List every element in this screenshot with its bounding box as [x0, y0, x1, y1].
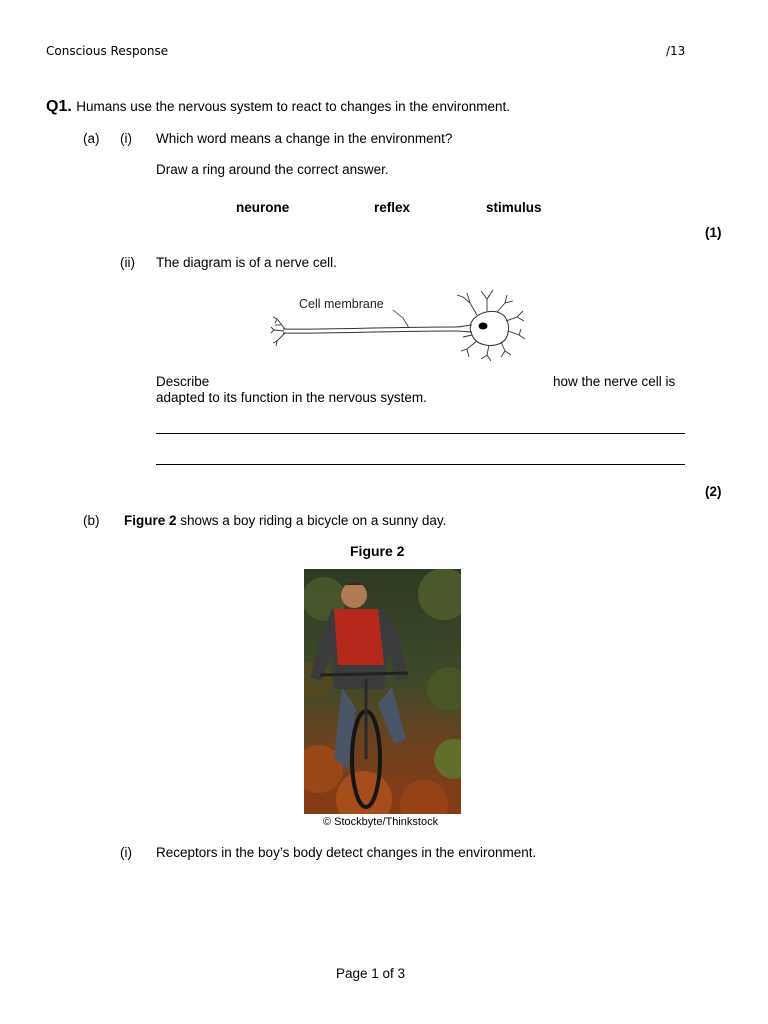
nerve-cell-diagram	[265, 285, 527, 363]
nucleus	[479, 323, 488, 330]
question-b-i: Receptors in the boy’s body detect changes in the environment.	[156, 845, 537, 860]
question-number: Q1.	[46, 98, 72, 115]
question-a-i: Which word means a change in the environment?	[156, 131, 453, 146]
q1-intro-row	[46, 98, 510, 116]
cell-membrane-label: Cell membrane	[299, 297, 384, 311]
part-b-text	[124, 513, 446, 528]
part-b-label: (b)	[83, 513, 100, 528]
describe-line-2: adapted to its function in the nervous system.	[156, 390, 427, 405]
question-a-ii: The diagram is of a nerve cell.	[156, 255, 337, 270]
part-a-label: (a)	[83, 131, 100, 146]
axon-upper	[283, 325, 472, 329]
answer-option-neurone[interactable]: neurone	[236, 200, 290, 215]
answer-option-stimulus[interactable]: stimulus	[486, 200, 542, 215]
boy-on-bicycle-photo	[304, 569, 461, 814]
axon-terminals	[271, 317, 285, 346]
marks-a-i: (1)	[705, 225, 722, 240]
score-total: /13	[666, 44, 686, 58]
cell-body	[470, 311, 508, 345]
figure-reference: Figure 2	[124, 513, 177, 528]
sub-b-i-label: (i)	[120, 845, 132, 860]
answer-option-reflex[interactable]: reflex	[374, 200, 411, 215]
part-b-description: shows a boy riding a bicycle on a sunny day.	[176, 513, 447, 528]
marks-a-ii: (2)	[705, 484, 722, 499]
instruction-text: Draw a ring around the correct answer.	[156, 162, 389, 177]
answer-line-2[interactable]	[156, 464, 685, 465]
photo-illustration	[304, 569, 461, 814]
describe-end: how the nerve cell is	[553, 374, 676, 389]
sub-i-label: (i)	[120, 131, 132, 146]
axon-lower	[283, 331, 472, 333]
sub-ii-label: (ii)	[120, 255, 135, 270]
document-title: Conscious Response	[46, 44, 169, 58]
page-number: Page 1 of 3	[336, 966, 406, 981]
question-intro: Humans use the nervous system to react to changes in the environment.	[76, 99, 510, 114]
answer-line-1[interactable]	[156, 433, 685, 434]
figure-title: Figure 2	[350, 543, 405, 559]
label-pointer-line	[393, 310, 409, 328]
describe-start: Describe	[156, 374, 210, 389]
photo-credit: © Stockbyte/Thinkstock	[323, 816, 439, 828]
